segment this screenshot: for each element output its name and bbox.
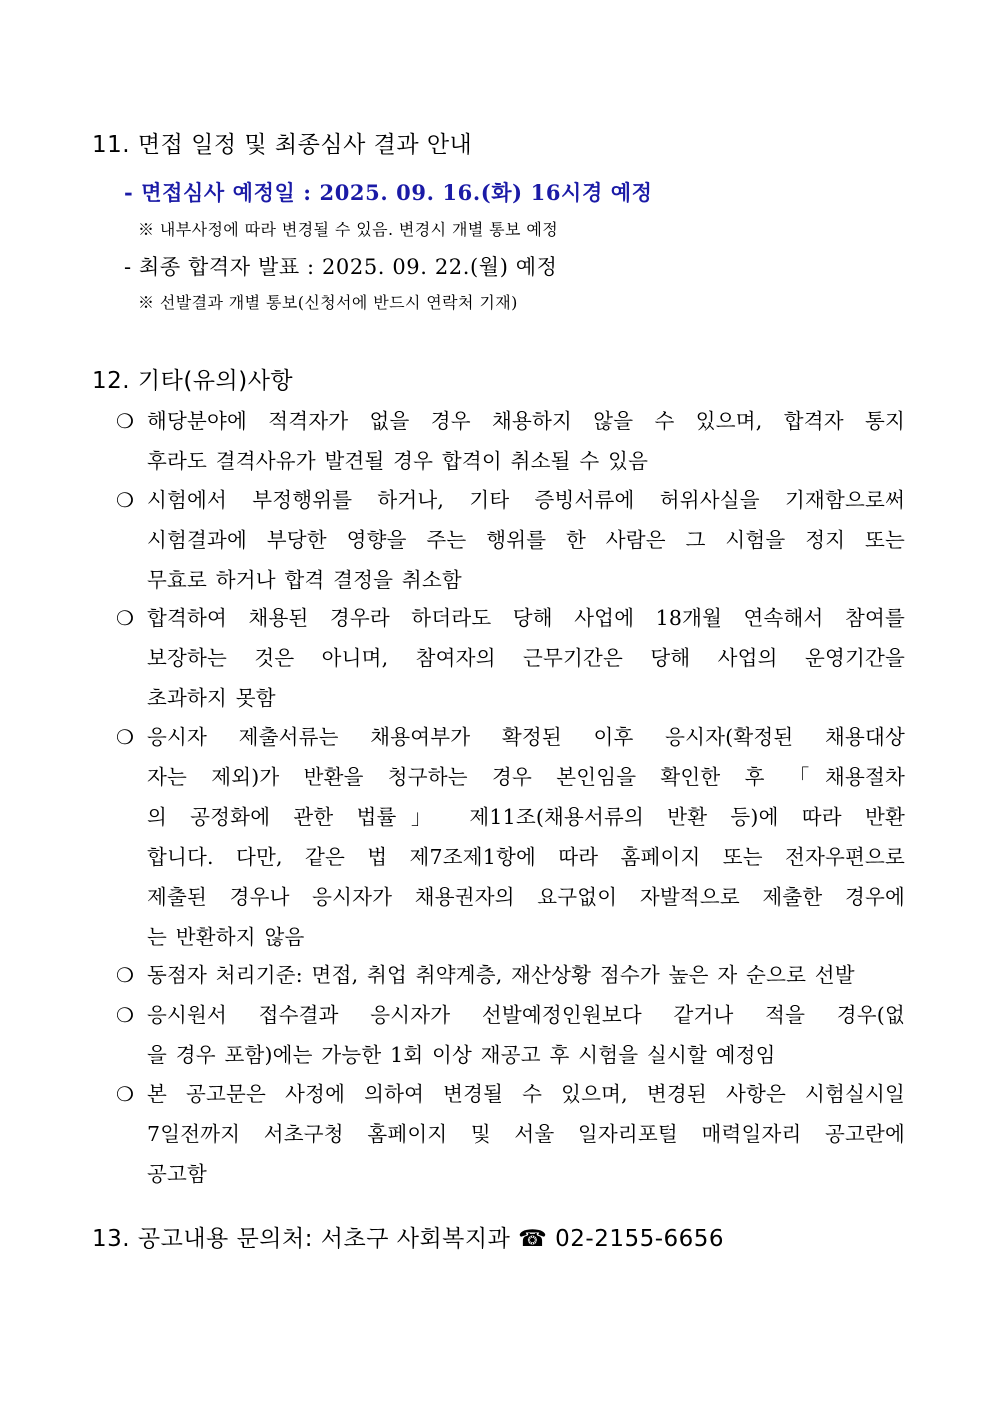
circle-bullet-icon: ❍: [116, 488, 134, 512]
notice-item-text: 응시자 제출서류는 채용여부가 확정된 이후 응시자(확정된 채용대상 자는 제외)가 반환을 청구하는 경우 본인임을 확인한 후 「채용절차 의 공정화에 관한 법률」 제11조(채용서류의 반환 등)에 따라 반환 합니다. 다만, 같은 법 제7조제1항에 따라 홈페이지 또는 전자우편으로 제출된 경우나 응시자가 채용권자의 요구없이 자발적으로 제출한 경우에 는 반환하지 않음: [147, 725, 905, 949]
circle-bullet-icon: ❍: [116, 1082, 134, 1106]
notice-item-text: 시험에서 부정행위를 하거나, 기타 증빙서류에 허위사실을 기재함으로써 시험결과에 부당한 영향을 주는 행위를 한 사람은 그 시험을 정지 또는 무효로 하거나 합격 결정을 취소함: [147, 488, 905, 592]
circle-bullet-icon: ❍: [116, 606, 134, 630]
phone-number: 02-2155-6656: [547, 1226, 725, 1252]
notice-item-2: [113, 480, 905, 600]
contact-label: 13. 공고내용 문의처: 서초구 사회복지과: [92, 1226, 519, 1252]
notice-item-5: [113, 955, 905, 995]
phone-icon: ☎: [518, 1226, 548, 1252]
notice-item-3: [113, 598, 905, 718]
circle-bullet-icon: ❍: [116, 725, 134, 749]
notice-item-text: 응시원서 접수결과 응시자가 선발예정인원보다 같거나 적을 경우(없 을 경우 포함)에는 가능한 1회 이상 재공고 후 시험을 실시할 예정임: [147, 1003, 905, 1067]
notice-item-7: [113, 1074, 905, 1194]
circle-bullet-icon: ❍: [116, 1003, 134, 1027]
notice-item-6: [113, 995, 905, 1075]
circle-bullet-icon: ❍: [116, 409, 134, 433]
circle-bullet-icon: ❍: [116, 963, 134, 987]
notice-item-text: 해당분야에 적격자가 없을 경우 채용하지 않을 수 있으며, 합격자 통지 후라도 결격사유가 발견될 경우 합격이 취소될 수 있음: [147, 409, 905, 473]
interview-date-line: - 면접심사 예정일 : 2025. 09. 16.(화) 16시경 예정: [124, 180, 653, 205]
notice-item-text: 동점자 처리기준: 면접, 취업 취약계층, 재산상황 점수가 높은 자 순으로 선발: [147, 963, 855, 987]
notice-item-4: [113, 717, 905, 957]
final-note: ※ 선발결과 개별 통보(신청서에 반드시 연락처 기재): [138, 293, 518, 312]
final-announcement-line: - 최종 합격자 발표 : 2025. 09. 22.(월) 예정: [124, 255, 558, 279]
notice-item-text: 본 공고문은 사정에 의하여 변경될 수 있으며, 변경된 사항은 시험실시일 7일전까지 서초구청 홈페이지 및 서울 일자리포털 매력일자리 공고란에 공고함: [147, 1082, 905, 1186]
interview-note: ※ 내부사정에 따라 변경될 수 있음. 변경시 개별 통보 예정: [138, 220, 559, 239]
section-11-heading: 11. 면접 일정 및 최종심사 결과 안내: [92, 132, 473, 158]
section-12-heading: 12. 기타(유의)사항: [92, 368, 294, 394]
notice-item-1: [113, 401, 905, 481]
section-13-heading: [92, 1224, 724, 1254]
notice-item-text: 합격하여 채용된 경우라 하더라도 당해 사업에 18개월 연속해서 참여를 보장하는 것은 아니며, 참여자의 근무기간은 당해 사업의 운영기간을 초과하지 못함: [147, 606, 905, 710]
